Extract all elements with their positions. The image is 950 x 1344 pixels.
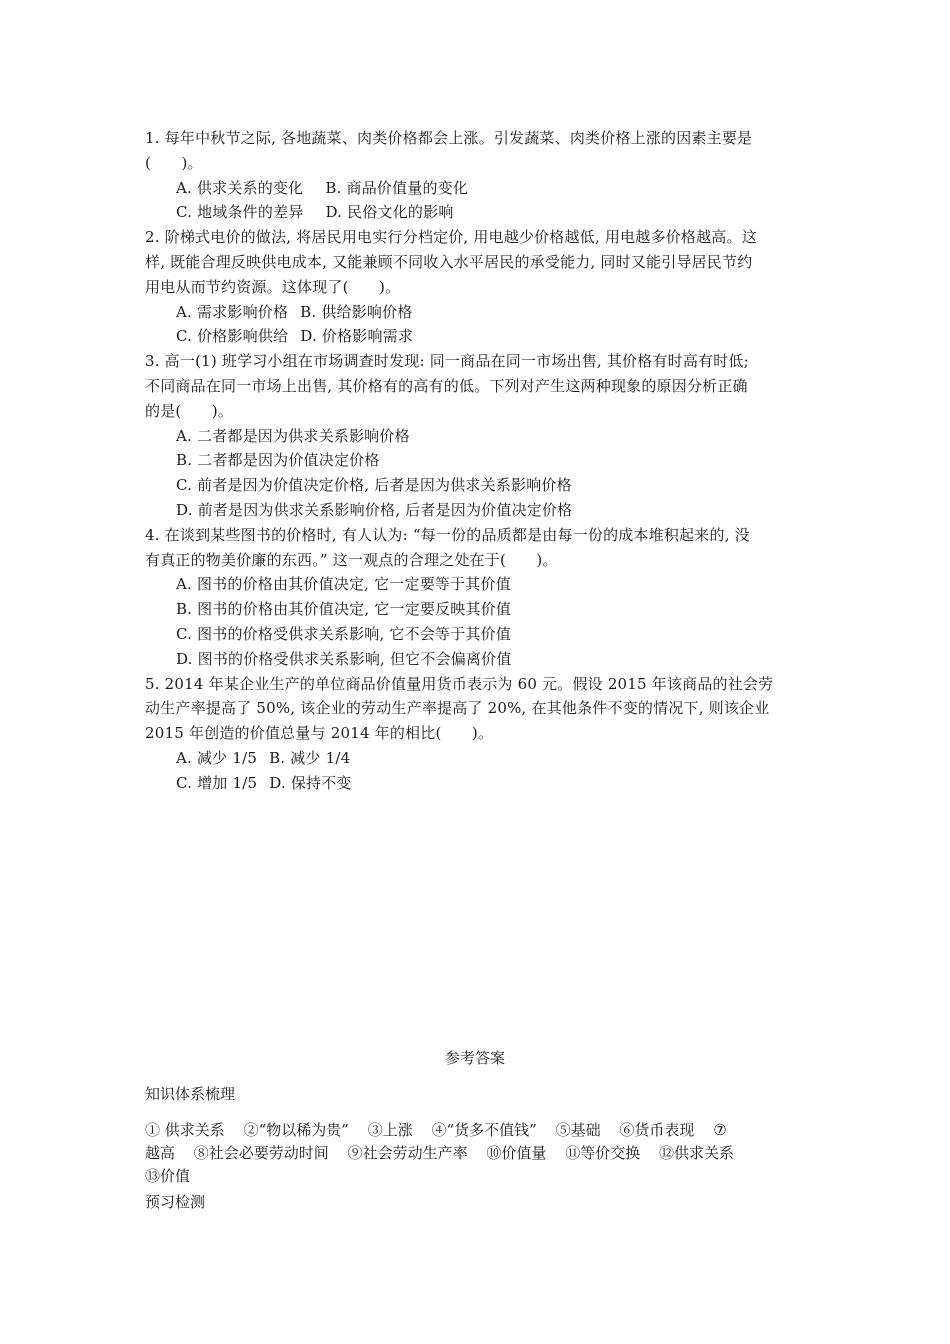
question-5-stem-line-2: 动生产率提高了 50%, 该企业的劳动生产率提高了 20%, 在其他条件不变的情况下, 则该企业 — [145, 699, 770, 718]
question-5-option-c: C. 增加 1/5 — [176, 773, 258, 792]
question-3-option-d: D. 前者是因为供求关系影响价格, 后者是因为价值决定价格 — [176, 500, 573, 519]
answer-item-12: ⑫供求关系 — [658, 1144, 734, 1162]
question-1-options-row-2 — [145, 200, 810, 225]
question-5-options-row-1 — [145, 746, 810, 771]
question-2-option-d: D. 价格影响需求 — [300, 327, 414, 346]
question-2-options-row-2 — [145, 324, 810, 349]
answer-item-4: ④“货多不值钱” — [431, 1121, 537, 1139]
question-5-option-d: D. 保持不变 — [269, 773, 352, 792]
question-2-stem-line-2: 样, 既能合理反映供电成本, 又能兼顾不同收入水平居民的承受能力, 同时又能引导居民节约 — [145, 252, 753, 271]
question-list — [145, 126, 810, 796]
question-2 — [145, 225, 810, 349]
question-1-option-d: D. 民俗文化的影响 — [325, 203, 454, 222]
question-3-stem-line-3: 的是( )。 — [145, 401, 234, 420]
question-3-stem-line-1: 3. 高一(1) 班学习小组在市场调查时发现: 同一商品在同一市场出售, 其价格有时高有时低; — [145, 352, 749, 371]
question-1-options-row-1 — [145, 176, 810, 201]
answer-item-7-number: ⑦ — [713, 1121, 727, 1139]
question-1-option-c: C. 地域条件的差异 — [176, 203, 304, 222]
question-5-stem-line-3: 2015 年创造的价值总量与 2014 年的相比( )。 — [145, 724, 494, 743]
question-4-option-a: A. 图书的价格由其价值决定, 它一定要等于其价值 — [176, 575, 511, 594]
question-1 — [145, 126, 810, 225]
question-1-stem-line-2: ( )。 — [145, 153, 203, 172]
question-4 — [145, 523, 810, 672]
question-2-stem-line-3: 用电从而节约资源。这体现了( )。 — [145, 277, 401, 296]
answers-section — [145, 1083, 810, 1214]
question-2-option-c: C. 价格影响供给 — [176, 327, 289, 346]
question-5-stem-line-1: 5. 2014 年某企业生产的单位商品价值量用货币表示为 60 元。假设 2015 年该商品的社会劳 — [145, 674, 774, 693]
question-3-stem-line-2: 不同商品在同一市场上出售, 其价格有的高有的低。下列对产生这两种现象的原因分析正确 — [145, 376, 748, 395]
question-2-options-row-1 — [145, 300, 810, 325]
answer-item-13: ⑬价值 — [145, 1167, 191, 1185]
answer-line-3 — [145, 1165, 810, 1188]
question-5 — [145, 672, 810, 796]
answer-item-3: ③上涨 — [367, 1121, 413, 1139]
preview-check-heading: 预习检测 — [145, 1193, 206, 1211]
question-2-stem-line-1: 2. 阶梯式电价的做法, 将居民用电实行分档定价, 用电越少价格越低, 用电越多价格越高。这 — [145, 228, 757, 247]
question-2-option-b: B. 供给影响价格 — [300, 302, 413, 321]
question-3-option-b: B. 二者都是因为价值决定价格 — [176, 451, 380, 470]
answer-item-6: ⑥货币表现 — [619, 1121, 695, 1139]
question-4-option-c: C. 图书的价格受供求关系影响, 它不会等于其价值 — [176, 624, 512, 643]
answer-item-11: ⑪等价交换 — [565, 1144, 641, 1162]
question-4-stem-line-1: 4. 在谈到某些图书的价格时, 有人认为: “每一份的品质都是由每一份的成本堆积起来的, 没 — [145, 525, 750, 544]
answers-title: 参考答案 — [444, 1049, 505, 1067]
question-2-option-a: A. 需求影响价格 — [176, 302, 289, 321]
answer-item-7-text: 越高 — [145, 1144, 176, 1162]
question-5-options-row-2 — [145, 771, 810, 796]
question-5-option-a: A. 减少 1/5 — [176, 748, 258, 767]
question-3-option-a: A. 二者都是因为供求关系影响价格 — [176, 426, 410, 445]
question-4-stem-line-2: 有真正的物美价廉的东西。” 这一观点的合理之处在于( )。 — [145, 550, 558, 569]
question-1-option-b: B. 商品价值量的变化 — [325, 178, 469, 197]
answer-item-9: ⑨社会劳动生产率 — [347, 1144, 468, 1162]
question-4-option-b: B. 图书的价格由其价值决定, 它一定要反映其价值 — [176, 600, 512, 619]
answer-item-1: ① 供求关系 — [145, 1121, 225, 1139]
answer-line-1 — [145, 1119, 810, 1142]
question-3 — [145, 349, 810, 523]
answer-item-8: ⑧社会必要劳动时间 — [193, 1144, 329, 1162]
answer-line-2 — [145, 1142, 810, 1165]
question-5-option-b: B. 减少 1/4 — [269, 748, 351, 767]
answer-item-5: ⑤基础 — [555, 1121, 601, 1139]
knowledge-section-heading: 知识体系梳理 — [145, 1085, 236, 1103]
question-4-option-d: D. 图书的价格受供求关系影响, 但它不会偏离价值 — [176, 649, 512, 668]
question-1-option-a: A. 供求关系的变化 — [176, 178, 304, 197]
answer-item-2: ②“物以稀为贵” — [243, 1121, 349, 1139]
answer-item-10: ⑩价值量 — [486, 1144, 547, 1162]
question-1-stem-line-1: 1. 每年中秋节之际, 各地蔬菜、肉类价格都会上涨。引发蔬菜、肉类价格上涨的因素主要是 — [145, 129, 753, 147]
question-3-option-c: C. 前者是因为价值决定价格, 后者是因为供求关系影响价格 — [176, 476, 572, 495]
